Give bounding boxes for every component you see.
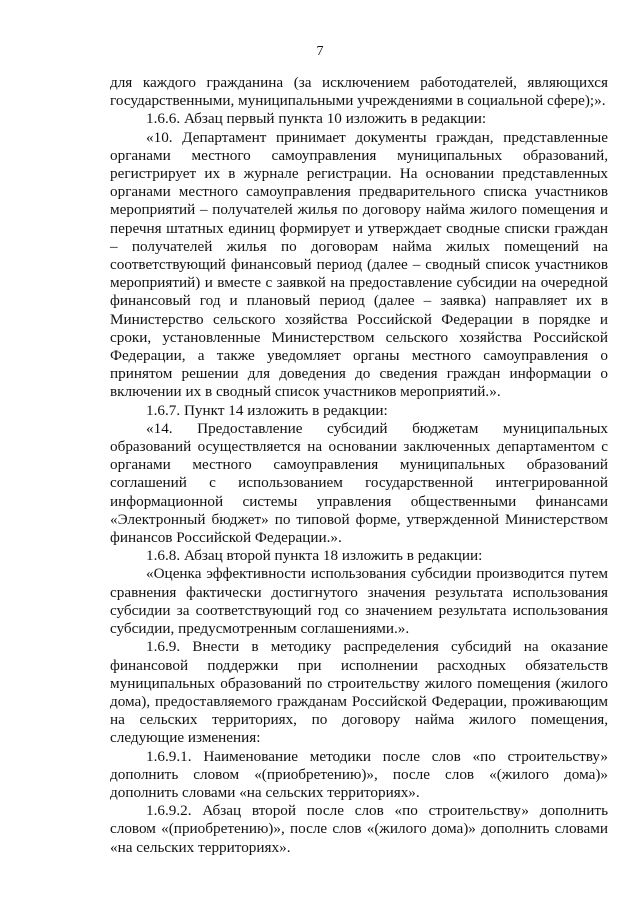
paragraph-1-6-7: 1.6.7. Пункт 14 изложить в редакции:	[146, 401, 388, 419]
paragraph-point-10-text: «10. Департамент принимает документы граждан, представленные органами местного самоуправления муниципальных образований, регистрирует их в журнале регистрации. На основании представленных органами местного самоуправления предварительного списка участников мероприятий – получателей жилья по договору найма жилого помещения и перечня штатных единиц формирует и утверждает сводные списки граждан – получателей жилья по договорам найма жилых помещений на соответствующий финансовый период (далее – сводный список участников мероприятий) и вместе с заявкой на предоставление субсидии на очередной финансовый год и плановый период (далее – заявка) направляет их в Министерство сельского хозяйства Российской Федерации в порядке и сроки, установленные Министерством сельского хозяйства Российской Федерации, а также уведомляет органы местного самоуправления о принятом решении для доведения до сведения граждан информации о включении их в сводный список участников мероприятий.».	[110, 128, 608, 401]
paragraph-point-14-text: «14. Предоставление субсидий бюджетам муниципальных образований осуществляется на основании заключенных департаментом с органами местного самоуправления муниципальных образований соглашений с использованием государственной интегрированной информационной системы управления общественными финансами «Электронный бюджет» по типовой форме, утвержденной Министерством финансов Российской Федерации.».	[110, 419, 608, 547]
paragraph-1-6-8: 1.6.8. Абзац второй пункта 18 изложить в редакции:	[146, 547, 483, 565]
paragraph-1-6-6: 1.6.6. Абзац первый пункта 10 изложить в редакции:	[146, 110, 487, 128]
paragraph-1-6-9-2: 1.6.9.2. Абзац второй после слов «по строительству» дополнить словом «(приобретению)», после слов «(жилого дома)» дополнить словами «на сельских территориях».	[110, 802, 608, 856]
paragraph-point-18-text: «Оценка эффективности использования субсидии производится путем сравнения фактически достигнутого значения результата использования субсидии за соответствующий год со значением результата использования субсидии, предусмотренным соглашениями.».	[110, 565, 608, 638]
paragraph-1-6-9: 1.6.9. Внести в методику распределения субсидий на оказание финансовой поддержки при исполнении расходных обязательств муниципальных образований по строительству жилого помещения (жилого дома), предоставляемого гражданам Российской Федерации, проживающим на сельских территориях, по договору найма жилого помещения, следующие изменения:	[110, 638, 608, 747]
paragraph-1-6-9-1: 1.6.9.1. Наименование методики после слов «по строительству» дополнить словом «(приобретению)», после слов «(жилого дома)» дополнить словами «на сельских территориях».	[110, 747, 608, 801]
document-body	[110, 74, 608, 857]
page-number: 7	[316, 44, 324, 59]
paragraph-continuation: для каждого гражданина (за исключением работодателей, являющихся государственными, муниципальными учреждениями в социальной сфере);».	[110, 74, 608, 110]
